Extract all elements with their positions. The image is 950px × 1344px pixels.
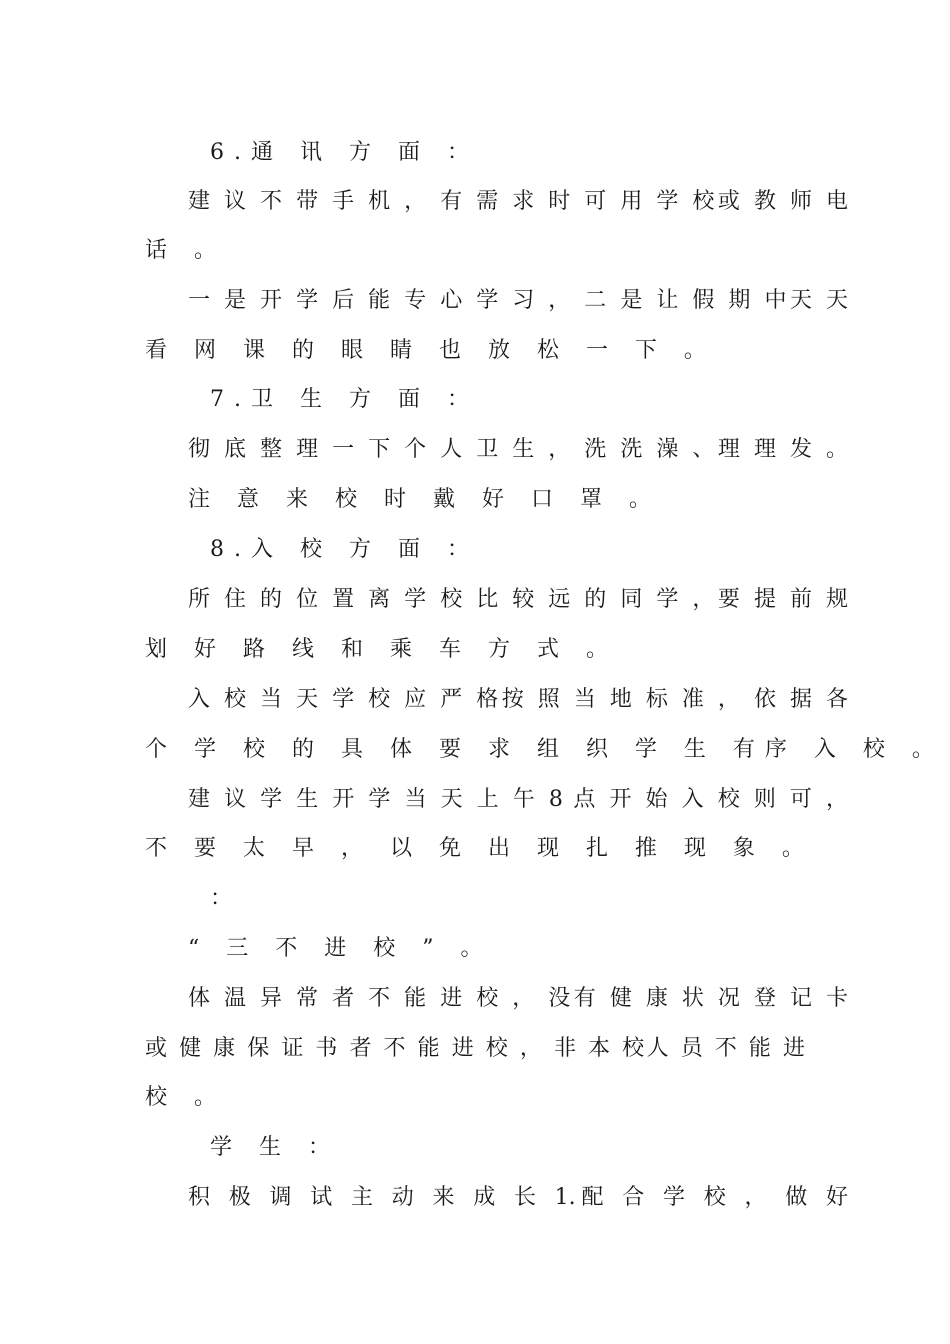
paragraph-line: 话 。	[145, 238, 226, 263]
heading-hygiene: 7.卫 生 方 面 ：	[210, 387, 479, 412]
paragraph-line: 个 学 校 的 具 体 要 求 组 织 学 生 有序 入 校 。	[145, 737, 944, 762]
paragraph-line: 不 要 太 早 ， 以 免 出 现 扎 推 现 象 。	[145, 836, 814, 861]
paragraph-line: “ 三 不 进 校 ” 。	[188, 936, 493, 961]
paragraph-line: 建 议 不 带 手 机 ， 有 需 求 时 可 用 学 校或 教 师 电	[188, 189, 848, 214]
paragraph-line: 注 意 来 校 时 戴 好 口 罩 。	[188, 487, 661, 512]
paragraph-line: 一 是 开 学 后 能 专 心 学 习 ， 二 是 让 假 期 中天 天	[188, 288, 848, 313]
paragraph-line: 所 住 的 位 置 离 学 校 比 较 远 的 同 学 ，要 提 前 规	[188, 587, 848, 612]
paragraph-line: 彻 底 整 理 一 下 个 人 卫 生 ， 洗 洗 澡 、理 理 发 。	[188, 437, 848, 462]
paragraph-line: 积 极 调 试 主 动 来 成 长 1.配 合 学 校 ， 做 好	[188, 1185, 848, 1210]
paragraph-line: 或 健 康 保 证 书 者 不 能 进 校 ， 非 本 校人 员 不 能 进	[145, 1036, 805, 1061]
heading-school-entry: 8.入 校 方 面 ：	[210, 537, 479, 562]
paragraph-line: 划 好 路 线 和 乘 车 方 式 。	[145, 637, 618, 662]
paragraph-line: 体 温 异 常 者 不 能 进 校 ， 没有 健 康 状 况 登 记 卡	[188, 986, 848, 1011]
heading-colon: ：	[210, 886, 243, 911]
paragraph-line: 看 网 课 的 眼 睛 也 放 松 一 下 。	[145, 338, 716, 363]
paragraph-line: 入 校 当 天 学 校 应 严 格按 照 当 地 标 准 ， 依 据 各	[188, 687, 848, 712]
paragraph-line: 建 议 学 生 开 学 当 天 上 午 8 点 开 始 入 校 则 可 ，	[188, 787, 848, 812]
heading-communication: 6.通 讯 方 面 ：	[210, 140, 479, 165]
heading-students: 学 生 ：	[210, 1135, 340, 1160]
paragraph-line: 校 。	[145, 1085, 226, 1110]
